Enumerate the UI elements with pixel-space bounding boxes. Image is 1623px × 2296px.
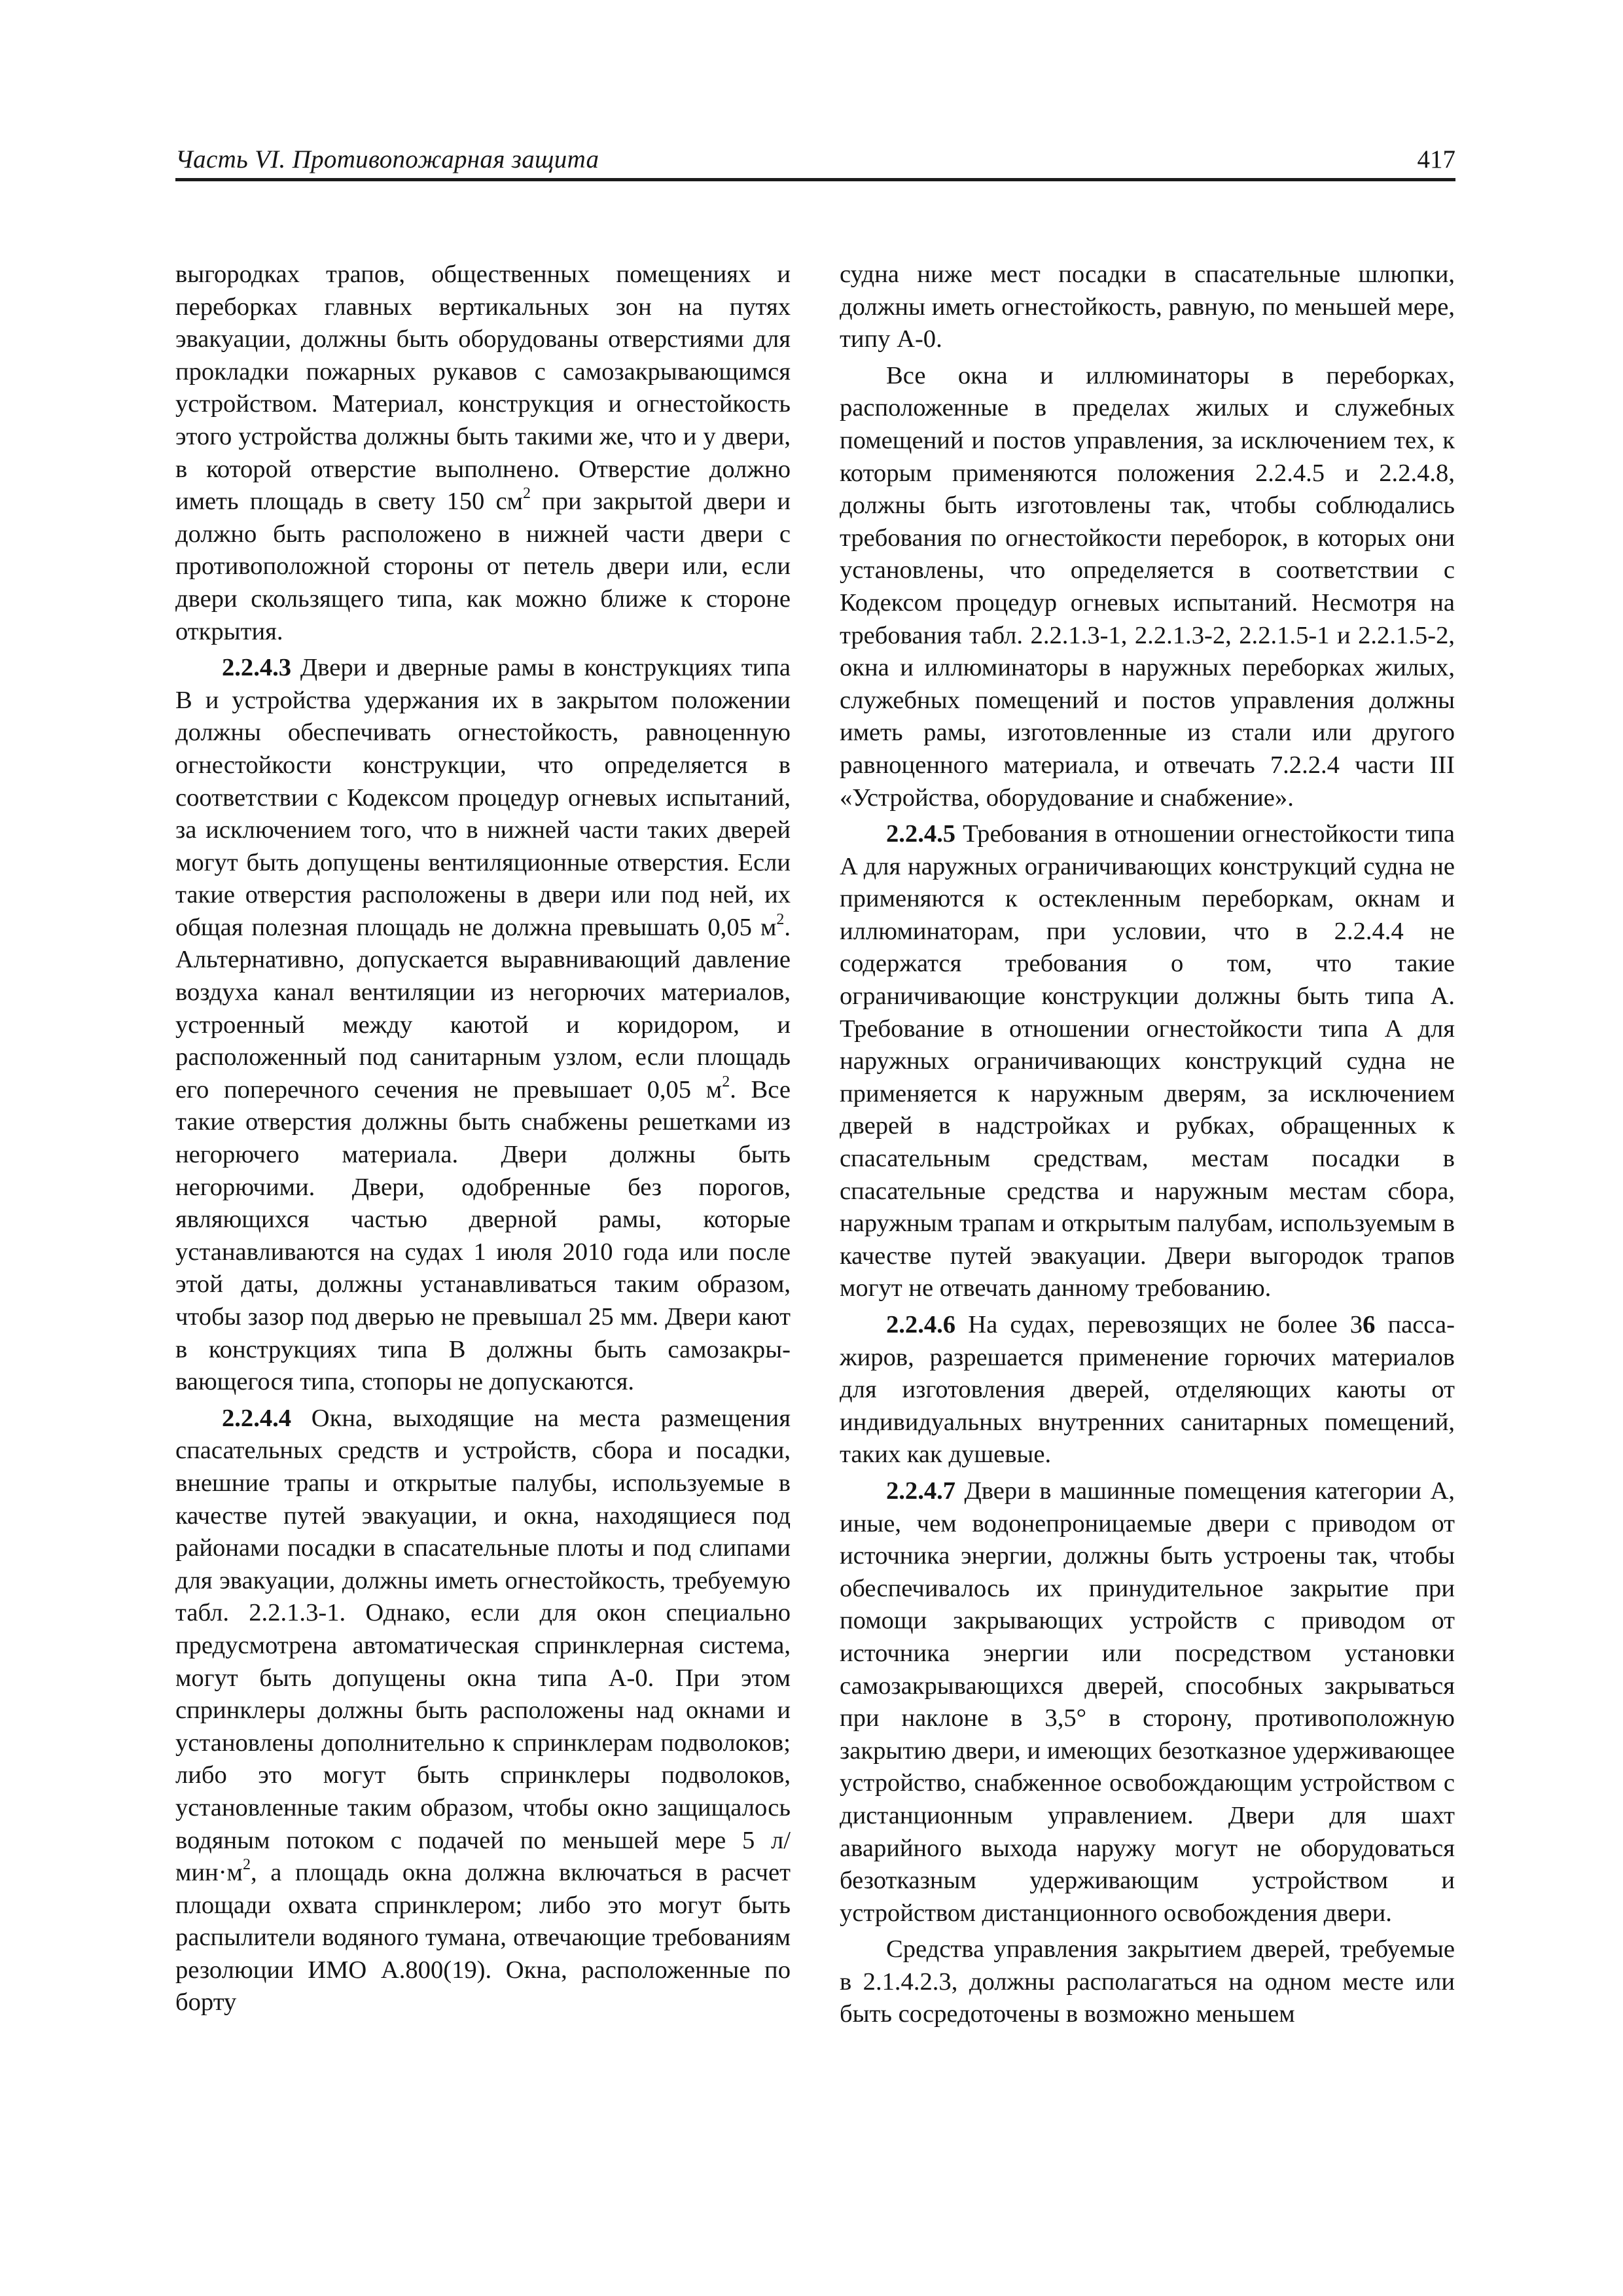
paragraph-text: пассажиров, разрешается применение горючих материалов для изготовления дверей, отделяющих каюты от индивидуальных внутренних санитарных помещений, таких как душевые. [840,1311,1455,1469]
paragraph-text: Окна, выходящие на места размещения спасательных средств и устройств, сбора и посадки, внешние трапы и открытые палубы, используемые в качестве путей эвакуации, и окна, находящиеся под районами посадки в спасательные плоты и под слипами для эвакуации, должны иметь огнестойкость, требуемую табл. 2.2.1.3-1. Однако, если для окон специально предусмотрена автоматическая спринклерная система, могут быть допущены окна типа A-0. При этом спринклеры должны быть расположены над окнами и установлены дополнительно к спринклерам подволоков; либо это могут быть спринклеры подволоков, установленные таким образом, чтобы окно защищалось водяным потоком с подачей по меньшей мере 5 л/мин·м [175,1404,791,1887]
page-number: 417 [1417,145,1455,173]
paragraph-text: при закрытой двери и должно быть расположено в нижней части двери с противоположной стороны от петель двери или, если двери скользящего типа, как можно ближе к стороне открытия. [175,488,791,645]
section-title: Часть VI. Противопожарная защита [175,145,599,173]
paragraph-text: Двери и дверные рамы в конструкциях типа B и устройства удержания их в закрытом положении должны обеспечивать огнестойкость, равноценную огнестойкости конструкции, что определяется в соответствии с Кодексом процедур огневых испытаний, за исключением того, что в нижней части таких дверей могут быть допущены вентиляционные отверстия. Если такие отверстия расположены в двери или под ней, их общая полезная площадь не должна превышать 0,05 м [175,654,791,941]
paragraph-text: . Альтернативно, допускается выравнивающий давление воздуха канал вентиляции из негорючих материалов, устроенный между каютой и коридором, и расположенный под санитарным узлом, если площадь его поперечного сечения не превышает 0,05 м [175,913,791,1103]
paragraph-2-2-4-5 [840,818,1455,1305]
clause-number: 2.2.4.3 [222,654,292,682]
paragraph-2-2-4-6 [840,1309,1455,1471]
superscript: 2 [242,1856,251,1873]
clause-number: 2.2.4.6 [886,1311,956,1338]
paragraph-2-2-4-3 [175,652,791,1399]
paragraph-2-2-4-4 [175,1403,791,2019]
superscript: 2 [523,484,531,502]
paragraph [175,259,791,648]
right-column [840,259,1455,2031]
bold-digit: 6 [1363,1311,1376,1338]
superscript: 2 [776,910,785,928]
paragraph-text: , а площадь окна должна включаться в расчет площади охвата спринклером; либо это могут быть распылители водяного тумана, отвечающие требованиям резолюции ИМО А.800(19). Окна, расположенные по борту [175,1859,791,2017]
clause-number: 2.2.4.5 [886,820,956,848]
left-column [175,259,791,2019]
paragraph-text: Требования в отношении огнестойкости типа A для наружных ограничивающих конструкций судна не применяются к остекленным переборкам, окнам и иллюминаторам, при условии, что в 2.2.4.4 не содержатся требования о том, что такие ограничивающие конструкции должны быть типа A. Требование в отношении огнестойкости типа A для наружных ограничивающих конструкций судна не применяется к наружным дверям, за исключением дверей в надстройках и рубках, обращенных к спасательным средствам, местам посадки в спасательные средства и наружным местам сбора, наружным трапам и открытым палубам, используемым в качестве путей эвакуации. Двери выгородок трапов могут не отвечать данному требованию. [840,820,1455,1302]
paragraph-text: На судах, перевозящих не более 3 [955,1311,1363,1338]
paragraph-text: . Все такие отверстия должны быть снабжены решетками из негорючего материала. Двери должны быть негорючими. Двери, одобренные без порогов, являющихся частью дверной рамы, которые устанавливаются на судах 1 июля 2010 года или после этой даты, должны устанавливаться таким образом, чтобы зазор под дверью не превышал 25 мм. Двери кают в конструкциях типа B должны быть самозакрывающегося типа, стопоры не допускаются. [175,1075,791,1396]
paragraph-text: выгородках трапов, общественных помещениях и переборках главных вертикальных зон на путях эвакуации, должны быть оборудованы отверстиями для прокладки пожарных рукавов с самозакрывающимся устройством. Материал, конструкция и огнестойкость этого устройства должны быть такими же, что и у двери, в которой отверстие выполнено. Отверстие должно иметь площадь в свету 150 см [175,260,791,516]
clause-number: 2.2.4.4 [222,1404,292,1432]
paragraph: Все окна и иллюминаторы в переборках, расположенные в пределах жилых и служебных помещений и постов управления, за исключением тех, к которым применяются положения 2.2.4.5 и 2.2.4.8, должны быть изготовлены так, чтобы соблюдались требования по огнестойкости переборок, в которых они установлены, что определяется в соответствии с Кодексом процедур огневых испытаний. Несмотря на требования табл. 2.2.1.3-1, 2.2.1.3-2, 2.2.1.5-1 и 2.2.1.5-2, окна и иллюминаторы в наружных переборках жилых, служебных помещений и постов управления должны иметь рамы, изготовленные из стали или другого равноценного материала, и отвечать 7.2.2.4 части III «Устройства, оборудование и снабжение». [840,361,1455,812]
paragraph-text: Двери в машинные помещения категории A, иные, чем водонепроницаемые двери с приводом от источника энергии, должны быть устроены так, чтобы обеспечивалось их принудительное закрытие при помощи закрывающих устройств с приводом от источника энергии или посредством установки самозакрывающихся дверей, способных закрываться при наклоне в 3,5° в сторону, противоположную закрытию двери, и имеющих безотказное удерживающее устройство, снабженное освобождающим устройством с дистанционным управлением. Двери для шахт аварийного выхода наружу могут не оборудоваться безотказным удерживающим устройством и устройством дистанционного освобождения двери. [840,1477,1455,1927]
running-header [175,145,1455,181]
paragraph-2-2-4-7 [840,1475,1455,1929]
paragraph: судна ниже мест посадки в спасательные шлюпки, должны иметь огнестойкость, равную, по меньшей мере, типу A-0. [840,260,1455,353]
paragraph: Средства управления закрытием дверей, требуемые в 2.1.4.2.3, должны располагаться на одном месте или быть сосредоточены в возможно меньшем [840,1935,1455,2028]
superscript: 2 [722,1073,730,1090]
clause-number: 2.2.4.7 [886,1477,956,1505]
